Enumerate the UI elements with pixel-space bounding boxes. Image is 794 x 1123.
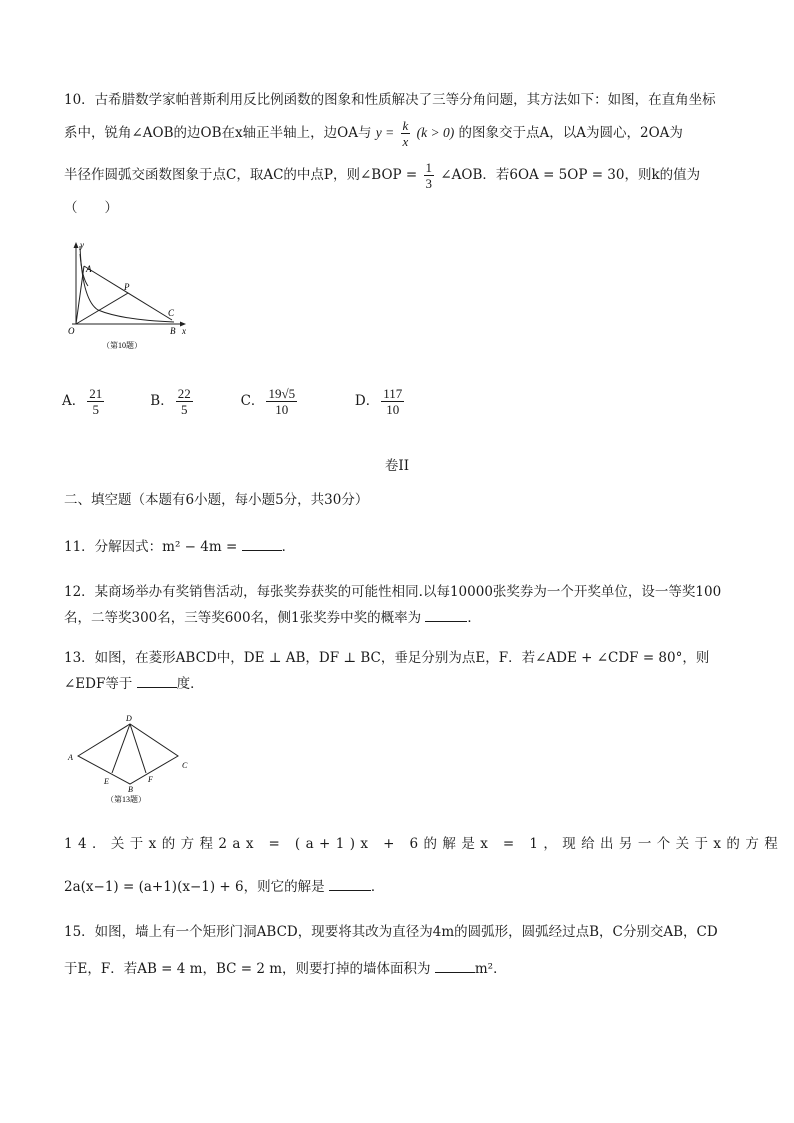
option-b-letter: B． bbox=[150, 393, 174, 409]
q12-answer-blank[interactable] bbox=[425, 607, 467, 622]
label-F: F bbox=[148, 775, 153, 784]
label-P: P bbox=[124, 282, 130, 292]
label-C: C bbox=[182, 761, 188, 770]
section-2-heading: 二、填空题（本题有6小题，每小题5分，共30分） bbox=[64, 492, 369, 508]
q10-answer-paren: （ ） bbox=[64, 200, 118, 216]
q10-text-3a: 半径作圆弧交函数图象于点C，取AC的中点P，则∠BOP = bbox=[64, 167, 418, 183]
label-C: C bbox=[168, 308, 175, 318]
label-x: x bbox=[182, 326, 186, 336]
q14-answer-blank[interactable] bbox=[329, 876, 371, 891]
option-a[interactable] bbox=[62, 386, 146, 417]
q10-func-cond: (k > 0) bbox=[416, 125, 455, 140]
q15-answer-blank[interactable] bbox=[435, 958, 475, 973]
q10-text-2a: 系中，锐角∠AOB的边OB在x轴正半轴上，边OA与 bbox=[64, 125, 372, 141]
volume-title: 卷II bbox=[384, 458, 410, 474]
option-a-num: 21 bbox=[89, 386, 103, 401]
option-d-den: 10 bbox=[386, 402, 400, 417]
option-c-letter: C． bbox=[240, 393, 265, 409]
q15-line-2 bbox=[64, 958, 507, 979]
q13-figure-caption: （第13题） bbox=[106, 795, 146, 804]
q10-text-3b: ∠AOB．若6OA = 5OP = 30，则k的值为 bbox=[440, 167, 701, 183]
q11-answer-blank[interactable] bbox=[242, 536, 282, 551]
option-b[interactable] bbox=[150, 386, 236, 417]
q12-end: ． bbox=[467, 610, 481, 626]
q10-frac-num: 1 bbox=[425, 160, 433, 175]
q10-func-lhs: y = bbox=[375, 125, 395, 140]
q15-text-2: 于E，F．若AB = 4 m，BC = 2 m，则要打掉的墙体面积为 bbox=[64, 961, 431, 977]
label-A: A bbox=[68, 753, 73, 762]
q15-unit: m² bbox=[474, 961, 494, 977]
q13-figure bbox=[62, 712, 198, 808]
q10-figure-caption: （第10题） bbox=[102, 341, 142, 350]
q11-end: ． bbox=[281, 539, 296, 555]
q10-options bbox=[62, 386, 445, 417]
option-d[interactable] bbox=[355, 386, 445, 417]
q10-func-den: x bbox=[402, 134, 409, 149]
q10-one-third-fraction bbox=[424, 160, 435, 191]
q13-answer-blank[interactable] bbox=[137, 673, 177, 688]
q12-line-2 bbox=[64, 607, 481, 628]
option-a-fraction bbox=[87, 386, 104, 417]
option-b-fraction bbox=[176, 386, 193, 417]
q13-text-2: ∠EDF等于 bbox=[64, 676, 133, 692]
option-d-num: 117 bbox=[383, 386, 403, 401]
q10-func-num: k bbox=[402, 118, 409, 133]
q15-line-1: 15．如图，墙上有一个矩形门洞ABCD，现要将其改为直径为4m的圆弧形，圆弧经过点B，C分别交AB，CD bbox=[64, 924, 718, 940]
q14-line-1: 14．关于x的方程2ax = (a+1)x + 6的解是x = 1，现给出另一个关于x的方程 bbox=[64, 836, 784, 852]
q10-text-2b: 的图象交于点A，以A为圆心，2OA为 bbox=[458, 125, 683, 141]
option-c[interactable] bbox=[241, 386, 351, 417]
option-b-num: 22 bbox=[177, 386, 191, 401]
option-b-den: 5 bbox=[180, 402, 188, 417]
q13-line-2 bbox=[64, 673, 204, 694]
option-c-num: 19√5 bbox=[268, 386, 296, 401]
option-a-letter: A． bbox=[62, 393, 86, 409]
q13-line-1: 13．如图，在菱形ABCD中，DE ⊥ AB，DF ⊥ BC，垂足分别为点E，F．若∠ADE + ∠CDF = 80°，则 bbox=[64, 650, 710, 666]
q14-end: ． bbox=[370, 879, 385, 895]
q10-line-3 bbox=[64, 160, 700, 191]
q14-text-2: 2a(x−1) = (a+1)(x−1) + 6，则它的解是 bbox=[64, 879, 325, 895]
q14-line-2 bbox=[64, 876, 384, 897]
segment-OP bbox=[76, 293, 128, 324]
q10-frac-den: 3 bbox=[425, 176, 433, 191]
q15-end: ． bbox=[493, 961, 507, 977]
label-y: y bbox=[80, 240, 84, 250]
label-B: B bbox=[128, 785, 133, 794]
q11-line bbox=[64, 536, 295, 557]
segment-OA bbox=[76, 266, 84, 324]
option-d-letter: D． bbox=[354, 393, 380, 409]
label-A: A bbox=[86, 264, 92, 274]
q12-line-1: 12．某商场举办有奖销售活动，每张奖券获奖的可能性相同.以每10000张奖券为一个开奖单位，设一等奖100 bbox=[64, 584, 722, 600]
y-axis-arrow-icon bbox=[74, 242, 79, 248]
q12-text-2: 名，二等奖300名，三等奖600名，侧1张奖券中奖的概率为 bbox=[64, 610, 422, 626]
q13-end: 度． bbox=[176, 676, 204, 692]
rhombus-ABCD bbox=[78, 724, 178, 784]
option-a-den: 5 bbox=[92, 402, 99, 417]
label-B: B bbox=[170, 326, 176, 336]
segment-DE bbox=[112, 724, 130, 773]
option-c-fraction bbox=[266, 386, 297, 417]
label-E: E bbox=[104, 777, 109, 786]
q10-figure bbox=[62, 238, 202, 352]
option-d-fraction bbox=[381, 386, 404, 417]
label-D: D bbox=[126, 714, 132, 723]
q11-text: 11．分解因式：m² − 4m = bbox=[64, 539, 238, 555]
q10-func-fraction bbox=[401, 118, 411, 149]
q10-line-1: 10．古希腊数学家帕普斯利用反比例函数的图象和性质解决了三等分角问题，其方法如下：如图，在直角坐标 bbox=[64, 92, 716, 108]
q10-line-2 bbox=[64, 118, 683, 149]
segment-DF bbox=[130, 724, 146, 773]
label-O: O bbox=[68, 326, 75, 336]
option-c-den: 10 bbox=[275, 402, 289, 417]
